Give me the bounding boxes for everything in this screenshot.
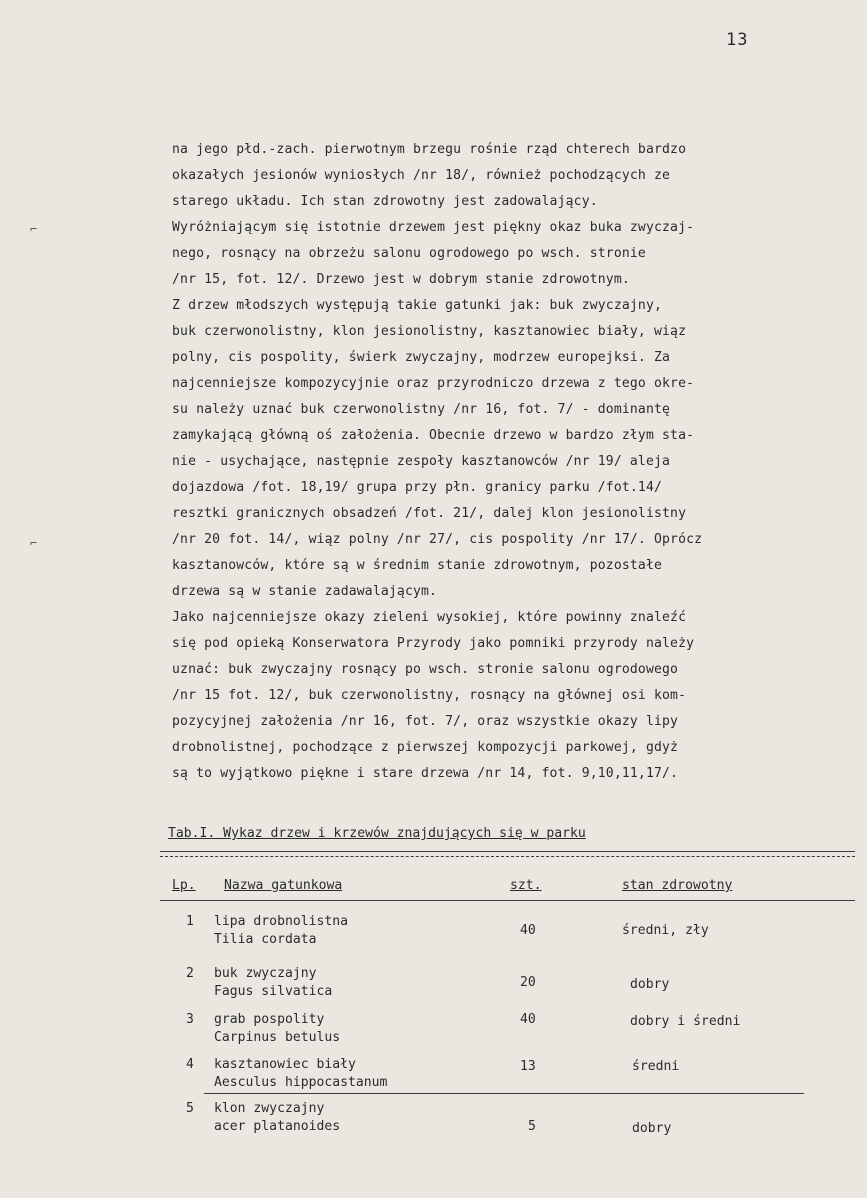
row-status: średni, zły — [622, 923, 709, 938]
table-header-name: Nazwa gatunkowa — [224, 878, 343, 893]
table-caption: Tab.I. Wykaz drzew i krzewów znajdujących się w parku — [168, 826, 586, 841]
row-lp: 5 — [186, 1101, 194, 1116]
table-row-rule — [204, 1093, 804, 1094]
body-line: /nr 20 fot. 14/, wiąz polny /nr 27/, cis pospolity /nr 17/. Oprócz — [172, 532, 703, 547]
row-count: 40 — [520, 1012, 536, 1027]
row-name-lat: Aesculus hippocastanum — [214, 1075, 388, 1090]
body-line: su należy uznać buk czerwonolistny /nr 16, fot. 7/ - dominantę — [172, 402, 671, 417]
row-lp: 2 — [186, 966, 194, 981]
table-header-rule — [160, 900, 855, 901]
row-name-pl: lipa drobnolistna — [214, 914, 349, 929]
table-header-count: szt. — [510, 878, 542, 893]
body-line: Jako najcenniejsze okazy zieleni wysokiej, które powinny znaleźć — [172, 610, 687, 625]
body-line: buk czerwonolistny, klon jesionolistny, kasztanowiec biały, wiąz — [172, 324, 687, 339]
row-count: 40 — [520, 923, 536, 938]
table-rule-top — [160, 851, 855, 852]
row-name-pl: klon zwyczajny — [214, 1101, 325, 1116]
body-line: nego, rosnący na obrzeżu salonu ogrodowego po wsch. stronie — [172, 246, 646, 261]
row-status: dobry — [630, 977, 670, 992]
body-line: zamykającą główną oś założenia. Obecnie drzewo w bardzo złym sta- — [172, 428, 695, 443]
margin-mark: ⌐ — [30, 536, 38, 550]
table-rule-top-dashed — [160, 856, 855, 857]
body-line: starego układu. Ich stan zdrowotny jest zadowalający. — [172, 194, 598, 209]
table-header-status: stan zdrowotny — [622, 878, 733, 893]
row-status: dobry i średni — [630, 1014, 741, 1029]
row-status: średni — [632, 1059, 680, 1074]
body-line: uznać: buk zwyczajny rosnący po wsch. stronie salonu ogrodowego — [172, 662, 679, 677]
row-name-lat: Tilia cordata — [214, 932, 317, 947]
row-count: 20 — [520, 975, 536, 990]
margin-mark: ⌐ — [30, 222, 38, 236]
body-line: /nr 15 fot. 12/, buk czerwonolistny, rosnący na głównej osi kom- — [172, 688, 687, 703]
body-line: dojazdowa /fot. 18,19/ grupa przy płn. granicy parku /fot.14/ — [172, 480, 663, 495]
body-line: /nr 15, fot. 12/. Drzewo jest w dobrym stanie zdrowotnym. — [172, 272, 630, 287]
page-number: 13 — [726, 30, 749, 50]
row-status: dobry — [632, 1121, 672, 1136]
row-name-lat: acer platanoides — [214, 1119, 341, 1134]
table-header-lp: Lp. — [172, 878, 196, 893]
body-line: resztki granicznych obsadzeń /fot. 21/, dalej klon jesionolistny — [172, 506, 687, 521]
body-line: są to wyjątkowo piękne i stare drzewa /nr 14, fot. 9,10,11,17/. — [172, 766, 679, 781]
row-lp: 3 — [186, 1012, 194, 1027]
body-line: na jego płd.-zach. pierwotnym brzegu rośnie rząd chterech bardzo — [172, 142, 687, 157]
body-line: drzewa są w stanie zadawalającym. — [172, 584, 438, 599]
row-name-pl: buk zwyczajny — [214, 966, 317, 981]
body-line: Z drzew młodszych występują takie gatunki jak: buk zwyczajny, — [172, 298, 663, 313]
row-count: 5 — [528, 1119, 536, 1134]
body-line: najcenniejsze kompozycyjnie oraz przyrodniczo drzewa z tego okre- — [172, 376, 695, 391]
body-line: okazałych jesionów wyniosłych /nr 18/, również pochodzących ze — [172, 168, 671, 183]
body-line: pozycyjnej założenia /nr 16, fot. 7/, oraz wszystkie okazy lipy — [172, 714, 679, 729]
row-lp: 4 — [186, 1057, 194, 1072]
row-name-lat: Fagus silvatica — [214, 984, 333, 999]
row-lp: 1 — [186, 914, 194, 929]
body-line: kasztanowców, które są w średnim stanie zdrowotnym, pozostałe — [172, 558, 663, 573]
body-line: polny, cis pospolity, świerk zwyczajny, modrzew europejksi. Za — [172, 350, 671, 365]
row-count: 13 — [520, 1059, 536, 1074]
row-name-lat: Carpinus betulus — [214, 1030, 341, 1045]
body-text — [172, 137, 852, 787]
body-line: nie - usychające, następnie zespoły kasztanowców /nr 19/ aleja — [172, 454, 671, 469]
body-line: się pod opieką Konserwatora Przyrody jako pomniki przyrody należy — [172, 636, 695, 651]
row-name-pl: kasztanowiec biały — [214, 1057, 356, 1072]
body-line: drobnolistnej, pochodzące z pierwszej kompozycji parkowej, gdyż — [172, 740, 679, 755]
row-name-pl: grab pospolity — [214, 1012, 325, 1027]
body-line: Wyróżniającym się istotnie drzewem jest piękny okaz buka zwyczaj- — [172, 220, 695, 235]
